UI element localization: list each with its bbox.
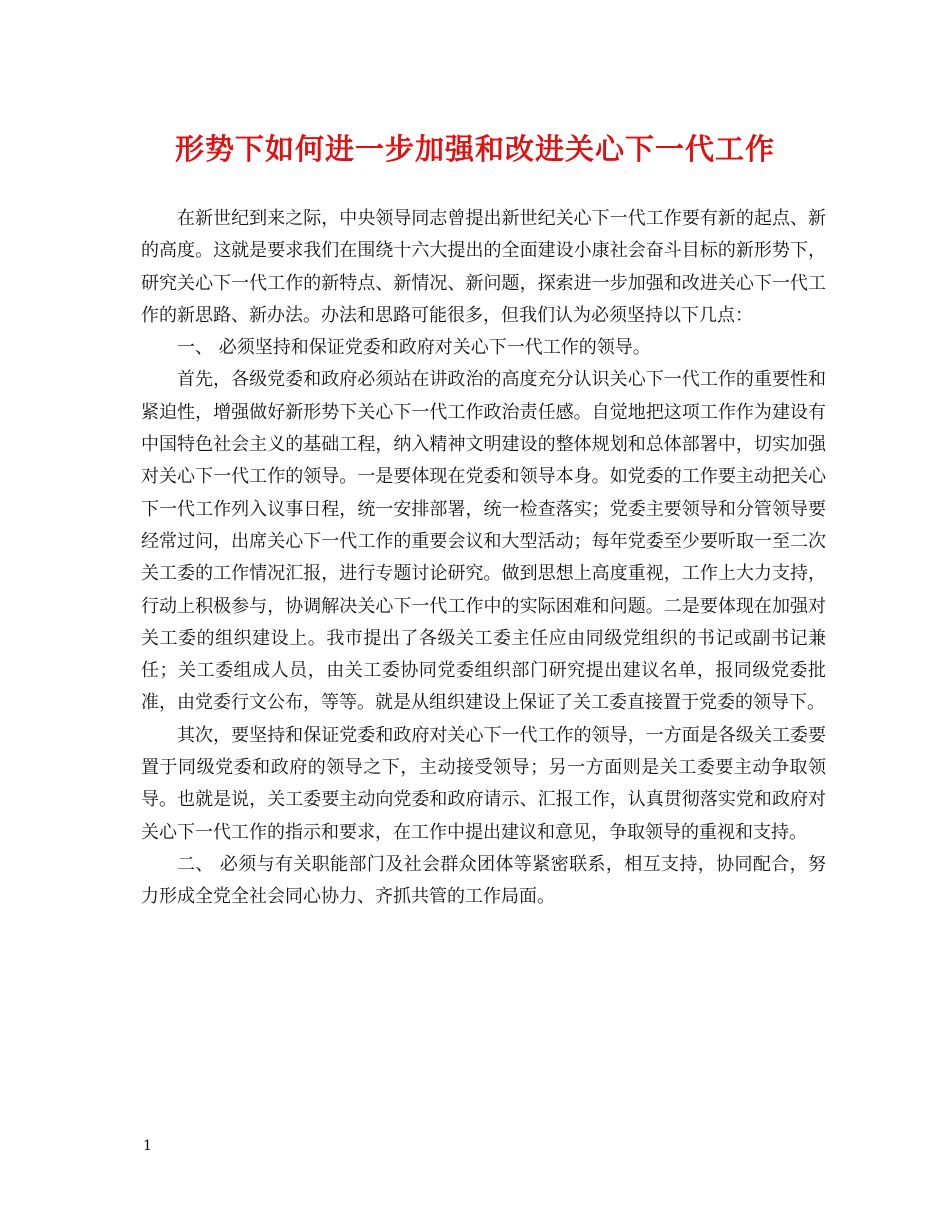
page-number: 1 [143, 1138, 152, 1154]
paragraph-intro: 在新世纪到来之际，中央领导同志曾提出新世纪关心下一代工作要有新的起点、新的高度。这就是要求我们在围绕十六大提出的全面建设小康社会奋斗目标的新形势下，研究关心下一代工作的新特点、新情况、新问题，探索进一步加强和改进关心下一代工作的新思路、新办法。办法和思路可能很多，但我们认为必须坚持以下几点： [141, 208, 826, 326]
section-heading-1: 一、 必须坚持和保证党委和政府对关心下一代工作的领导。 [177, 337, 651, 359]
paragraph-second: 其次，要坚持和保证党委和政府对关心下一代工作的领导，一方面是各级关工委要置于同级党委和政府的领导之下，主动接受领导；另一方面则是关工委要主动争取领导。也就是说，关工委要主动向党委和政府请示、汇报工作，认真贯彻落实党和政府对关心下一代工作的指示和要求，在工作中提出建议和意见，争取领导的重视和支持。 [141, 724, 826, 843]
document-body [141, 203, 826, 914]
document-title: 形势下如何进一步加强和改进关心下一代工作 [174, 132, 775, 166]
section-heading-2: 二、 必须与有关职能部门及社会群众团体等紧密联系，相互支持，协同配合，努力形成全党全社会同心协力、齐抓共管的工作局面。 [141, 853, 826, 908]
paragraph-first: 首先，各级党委和政府必须站在讲政治的高度充分认识关心下一代工作的重要性和紧迫性，增强做好新形势下关心下一代工作政治责任感。自觉地把这项工作作为建设有中国特色社会主义的基础工程，纳入精神文明建设的整体规划和总体部署中，切实加强对关心下一代工作的领导。一是要体现在党委和领导本身。如党委的工作要主动把关心下一代工作列入议事日程，统一安排部署，统一检查落实；党委主要领导和分管领导要经常过问，出席关心下一代工作的重要会议和大型活动；每年党委至少要听取一至二次关工委的工作情况汇报，进行专题讨论研究。做到思想上高度重视，工作上大力支持，行动上积极参与，协调解决关心下一代工作中的实际困难和问题。二是要体现在加强对关工委的组织建设上。我市提出了各级关工委主任应由同级党组织的书记或副书记兼任；关工委组成人员，由关工委协同党委组织部门研究提出建议名单，报同级党委批准，由党委行文公布，等等。就是从组织建设上保证了关工委直接置于党委的领导下。 [141, 369, 826, 714]
